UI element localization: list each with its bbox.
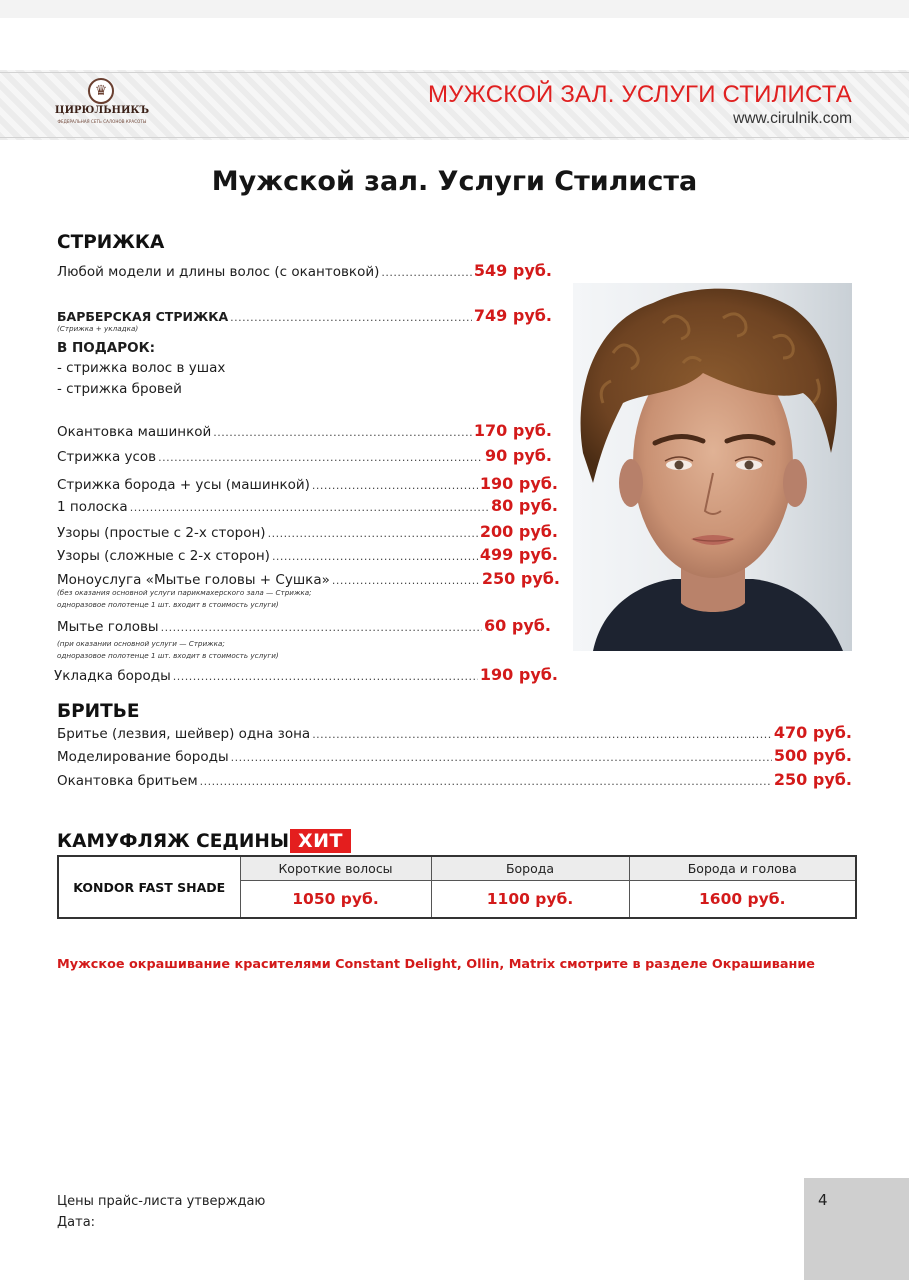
- coloring-note: Мужское окрашивание красителями Constant Delight, Ollin, Matrix смотрите в разделе Окрашивание: [57, 957, 815, 972]
- service-note: одноразовое полотенце 1 шт. входит в стоимость услуги): [57, 600, 279, 609]
- service-price: 250 руб.: [773, 770, 852, 789]
- service-price: 170 руб.: [473, 421, 552, 440]
- price-row: [57, 545, 558, 564]
- camouflage-price-table: [57, 855, 857, 919]
- service-label: Стрижка усов: [57, 449, 157, 465]
- service-label: Узоры (сложные с 2-х сторон): [57, 548, 270, 564]
- banner-line-bottom: [0, 137, 909, 138]
- model-portrait-image: [573, 283, 852, 651]
- service-label: Бритье (лезвия, шейвер) одна зона: [57, 726, 311, 742]
- section-heading-camouflage: КАМУФЛЯЖ СЕДИНЫ: [57, 831, 289, 852]
- service-label: Мытье головы: [57, 619, 159, 635]
- service-price: 549 руб.: [473, 261, 552, 280]
- gift-item: - стрижка волос в ушах: [57, 360, 226, 376]
- price-row: [57, 261, 552, 280]
- service-label: Окантовка машинкой: [57, 424, 212, 440]
- page-number: 4: [818, 1191, 828, 1209]
- service-label: БАРБЕРСКАЯ СТРИЖКА: [57, 309, 229, 324]
- price-row: [57, 723, 852, 742]
- price-cell: 1600 руб.: [629, 880, 856, 918]
- price-row: [57, 569, 560, 588]
- service-label: Окантовка бритьем: [57, 773, 198, 789]
- brand-logo: [52, 78, 152, 126]
- price-cell: 1050 руб.: [240, 880, 431, 918]
- leader-dots: [332, 574, 480, 587]
- leader-dots: [161, 621, 482, 634]
- banner-line-top: [0, 72, 909, 73]
- service-label: 1 полоска: [57, 499, 128, 515]
- column-header: Короткие волосы: [240, 856, 431, 880]
- logo-emblem-icon: ♛: [88, 78, 114, 104]
- page-title: Мужской зал. Услуги Стилиста: [211, 166, 698, 197]
- model-photo: [573, 283, 852, 651]
- price-row: [57, 616, 551, 635]
- service-note: одноразовое полотенце 1 шт. входит в стоимость услуги): [57, 651, 279, 660]
- service-price: 500 руб.: [773, 746, 852, 765]
- service-label: Любой модели и длины волос (с окантовкой): [57, 264, 380, 280]
- service-note: (Стрижка + укладка): [57, 324, 139, 333]
- leader-dots: [213, 426, 472, 439]
- price-row: [57, 474, 558, 493]
- leader-dots: [268, 527, 478, 540]
- service-price: 80 руб.: [491, 496, 558, 515]
- service-price: 250 руб.: [481, 569, 560, 588]
- date-label: Дата:: [57, 1215, 96, 1230]
- leader-dots: [200, 775, 772, 788]
- service-price: 190 руб.: [479, 665, 558, 684]
- price-row: [57, 421, 552, 440]
- section-heading-haircut: СТРИЖКА: [57, 232, 165, 253]
- leader-dots: [312, 728, 772, 741]
- service-label: Узоры (простые с 2-х сторон): [57, 525, 266, 541]
- page-number-box: [804, 1178, 909, 1280]
- leader-dots: [230, 311, 472, 324]
- header-url[interactable]: www.cirulnik.com: [733, 110, 852, 127]
- service-label: Стрижка борода + усы (машинкой): [57, 477, 310, 493]
- service-price: 90 руб.: [485, 446, 552, 465]
- logo-name: ЦИРЮЛЬНИКЪ: [54, 105, 150, 116]
- leader-dots: [158, 451, 483, 464]
- price-cell: 1100 руб.: [431, 880, 629, 918]
- price-row: [57, 770, 852, 789]
- leader-dots: [272, 550, 478, 563]
- leader-dots: [130, 501, 489, 514]
- table-header-row: [58, 856, 856, 880]
- top-strip: [0, 0, 909, 18]
- price-row: [57, 446, 552, 465]
- logo-subtitle: ФЕДЕРАЛЬНАЯ СЕТЬ САЛОНОВ КРАСОТЫ: [57, 119, 147, 124]
- price-row: [57, 522, 558, 541]
- price-row: [54, 665, 558, 684]
- service-note: (без оказания основной услуги парикмахерского зала — Стрижка;: [57, 588, 312, 597]
- footer-approval: [57, 1191, 265, 1233]
- service-price: 470 руб.: [773, 723, 852, 742]
- service-note: (при оказании основной услуги — Стрижка;: [57, 639, 225, 648]
- leader-dots: [173, 670, 478, 683]
- product-name: KONDOR FAST SHADE: [58, 856, 240, 918]
- section-heading-shaving: БРИТЬЕ: [57, 701, 140, 722]
- price-row: [57, 496, 558, 515]
- service-label: Моноуслуга «Мытье головы + Сушка»: [57, 572, 330, 588]
- leader-dots: [231, 751, 772, 764]
- leader-dots: [381, 266, 472, 279]
- gift-item: - стрижка бровей: [57, 381, 182, 397]
- service-price: 200 руб.: [479, 522, 558, 541]
- column-header: Борода: [431, 856, 629, 880]
- hit-badge: ХИТ: [290, 829, 351, 853]
- service-label: Укладка бороды: [54, 668, 171, 684]
- service-label: Моделирование бороды: [57, 749, 229, 765]
- price-row: [57, 746, 852, 765]
- header-title: МУЖСКОЙ ЗАЛ. УСЛУГИ СТИЛИСТА: [427, 81, 852, 108]
- service-price: 749 руб.: [473, 306, 552, 325]
- gift-heading: В ПОДАРОК:: [57, 340, 156, 356]
- service-price: 60 руб.: [484, 616, 551, 635]
- service-price: 190 руб.: [479, 474, 558, 493]
- approval-text: Цены прайс-листа утверждаю: [57, 1194, 266, 1209]
- service-price: 499 руб.: [479, 545, 558, 564]
- leader-dots: [312, 479, 478, 492]
- column-header: Борода и голова: [629, 856, 856, 880]
